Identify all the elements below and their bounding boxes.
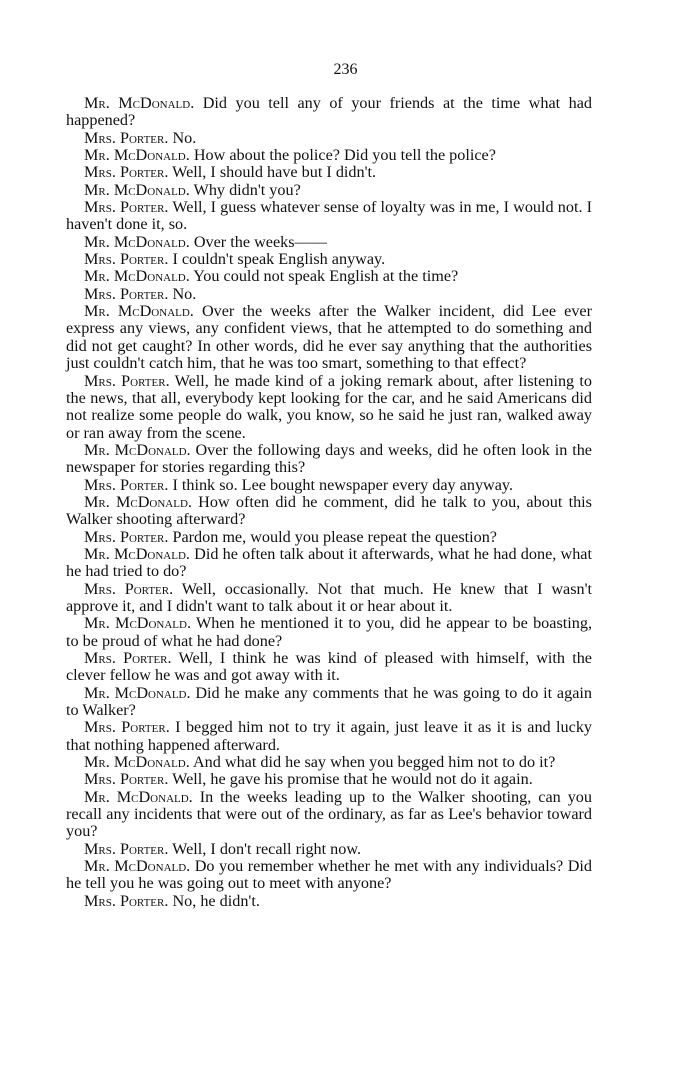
transcript-paragraph bbox=[66, 494, 592, 529]
speaker-name: Mrs. Porter. bbox=[84, 371, 170, 390]
utterance-text: Well, I should have but I didn't. bbox=[168, 163, 377, 182]
speaker-name: Mr. McDonald. bbox=[84, 180, 190, 199]
transcript-paragraph bbox=[66, 303, 592, 372]
speaker-name: Mrs. Porter. bbox=[84, 579, 174, 598]
utterance-text: No. bbox=[168, 128, 197, 147]
transcript-paragraph bbox=[66, 147, 592, 164]
speaker-name: Mrs. Porter. bbox=[84, 198, 169, 217]
speaker-name: Mrs. Porter. bbox=[84, 163, 169, 182]
transcript-paragraph bbox=[66, 893, 592, 910]
speaker-name: Mrs. Porter. bbox=[84, 128, 169, 147]
transcript-paragraph bbox=[66, 95, 592, 130]
utterance-text: Do you remember whether he met with any individuals? Did he tell you he was going out to meet with anyone? bbox=[66, 857, 592, 893]
utterance-text: Pardon me, would you please repeat the question? bbox=[168, 527, 497, 546]
utterance-text: How about the police? Did you tell the police? bbox=[189, 146, 496, 165]
speaker-name: Mrs. Porter. bbox=[84, 284, 169, 303]
utterance-text: Well, occasionally. Not that much. He knew that I wasn't approve it, and I didn't want to talk about it or hear about it. bbox=[66, 579, 593, 615]
utterance-text: Well, he made kind of a joking remark about, after listening to the news, that all, everybody kept looking for the car, and he said Americans did not realize some people do walk, you know, so he said he just ran, walked away or ran away from the scene. bbox=[66, 371, 593, 442]
transcript-paragraph bbox=[66, 719, 592, 754]
utterance-text: I think so. Lee bought newspaper every day anyway. bbox=[168, 475, 514, 494]
transcript-paragraph bbox=[66, 754, 592, 771]
transcript-paragraph bbox=[66, 789, 592, 841]
transcript-paragraph bbox=[66, 164, 592, 181]
utterance-text: Well, he gave his promise that he would not do it again. bbox=[168, 770, 533, 789]
utterance-text: How often did he comment, did he talk to you, about this Walker shooting afterward? bbox=[66, 492, 592, 529]
transcript-paragraph bbox=[66, 130, 592, 147]
speaker-name: Mrs. Porter. bbox=[84, 250, 169, 269]
transcript-paragraph bbox=[66, 546, 592, 581]
utterance-text: Well, I think he was kind of pleased with himself, with the clever fellow he was and got away with it. bbox=[66, 649, 592, 685]
speaker-name: Mr. McDonald. bbox=[84, 146, 190, 165]
utterance-text: And what did he say when you begged him not to do it? bbox=[189, 753, 556, 772]
transcript-paragraph bbox=[66, 199, 592, 234]
transcript-paragraph bbox=[66, 581, 592, 616]
transcript-paragraph bbox=[66, 685, 592, 720]
utterance-text: No, he didn't. bbox=[168, 891, 260, 910]
speaker-name: Mr. McDonald. bbox=[84, 683, 191, 702]
utterance-text: Did he make any comments that he was going to do it again to Walker? bbox=[66, 683, 592, 720]
speaker-name: Mrs. Porter. bbox=[84, 770, 169, 789]
transcript-paragraph bbox=[66, 373, 592, 442]
utterance-text: Over the weeks—— bbox=[189, 232, 327, 251]
speaker-name: Mrs. Porter. bbox=[84, 891, 169, 910]
speaker-name: Mr. McDonald. bbox=[84, 232, 190, 251]
speaker-name: Mr. McDonald. bbox=[84, 787, 193, 806]
speaker-name: Mrs. Porter. bbox=[84, 475, 169, 494]
speaker-name: Mr. McDonald. bbox=[84, 267, 190, 286]
utterance-text: I begged him not to try it again, just leave it as it is and lucky that nothing happened afterward. bbox=[66, 718, 593, 754]
transcript-paragraph bbox=[66, 650, 592, 685]
transcript-body bbox=[66, 95, 592, 910]
speaker-name: Mrs. Porter. bbox=[84, 839, 169, 858]
transcript-paragraph bbox=[66, 477, 592, 494]
transcript-paragraph bbox=[66, 841, 592, 858]
transcript-paragraph bbox=[66, 182, 592, 199]
utterance-text: Did he often talk about it afterwards, what he had done, what he had tried to do? bbox=[66, 544, 592, 581]
transcript-paragraph bbox=[66, 529, 592, 546]
utterance-text: No. bbox=[168, 284, 197, 303]
utterance-text: Well, I guess whatever sense of loyalty was in me, I would not. I haven't done it, so. bbox=[66, 198, 593, 234]
transcript-paragraph bbox=[66, 286, 592, 303]
utterance-text: Over the weeks after the Walker incident, did Lee ever express any views, any confident views, that he attempted to do something and did not get caught? In other words, did he ever say anything that the authorities just couldn't catch him, that he was too smart, something to that effect? bbox=[66, 302, 592, 373]
speaker-name: Mrs. Porter. bbox=[84, 649, 172, 667]
utterance-text: You could not speak English at the time? bbox=[189, 267, 459, 286]
transcript-paragraph bbox=[66, 234, 592, 251]
page-number: 236 bbox=[333, 61, 358, 78]
utterance-text: In the weeks leading up to the Walker shooting, can you recall any incidents that were out of the ordinary, as far as Lee's behavior toward you? bbox=[66, 787, 592, 841]
utterance-text: Well, I don't recall right now. bbox=[168, 839, 362, 858]
speaker-name: Mrs. Porter. bbox=[84, 527, 169, 546]
transcript-paragraph bbox=[66, 771, 592, 788]
utterance-text: When he mentioned it to you, did he appear to be boasting, to be proud of what he had done? bbox=[66, 614, 592, 650]
transcript-paragraph bbox=[66, 268, 592, 285]
transcript-paragraph bbox=[66, 615, 592, 650]
speaker-name: Mr. McDonald. bbox=[84, 492, 192, 511]
speaker-name: Mr. McDonald. bbox=[84, 440, 191, 459]
utterance-text: I couldn't speak English anyway. bbox=[168, 250, 386, 269]
speaker-name: Mr. McDonald. bbox=[84, 544, 190, 563]
speaker-name: Mr. McDonald. bbox=[84, 614, 192, 633]
speaker-name: Mr. McDonald. bbox=[84, 857, 191, 876]
transcript-paragraph bbox=[66, 442, 592, 477]
speaker-name: Mr. McDonald. bbox=[84, 94, 195, 112]
speaker-name: Mrs. Porter. bbox=[84, 718, 170, 737]
transcript-paragraph bbox=[66, 251, 592, 268]
speaker-name: Mr. McDonald. bbox=[84, 753, 190, 772]
speaker-name: Mr. McDonald. bbox=[84, 302, 194, 321]
utterance-text: Over the following days and weeks, did he often look in the newspaper for stories regarding this? bbox=[66, 440, 592, 477]
utterance-text: Why didn't you? bbox=[189, 180, 301, 199]
utterance-text: Did you tell any of your friends at the time what had happened? bbox=[66, 94, 592, 130]
transcript-paragraph bbox=[66, 858, 592, 893]
